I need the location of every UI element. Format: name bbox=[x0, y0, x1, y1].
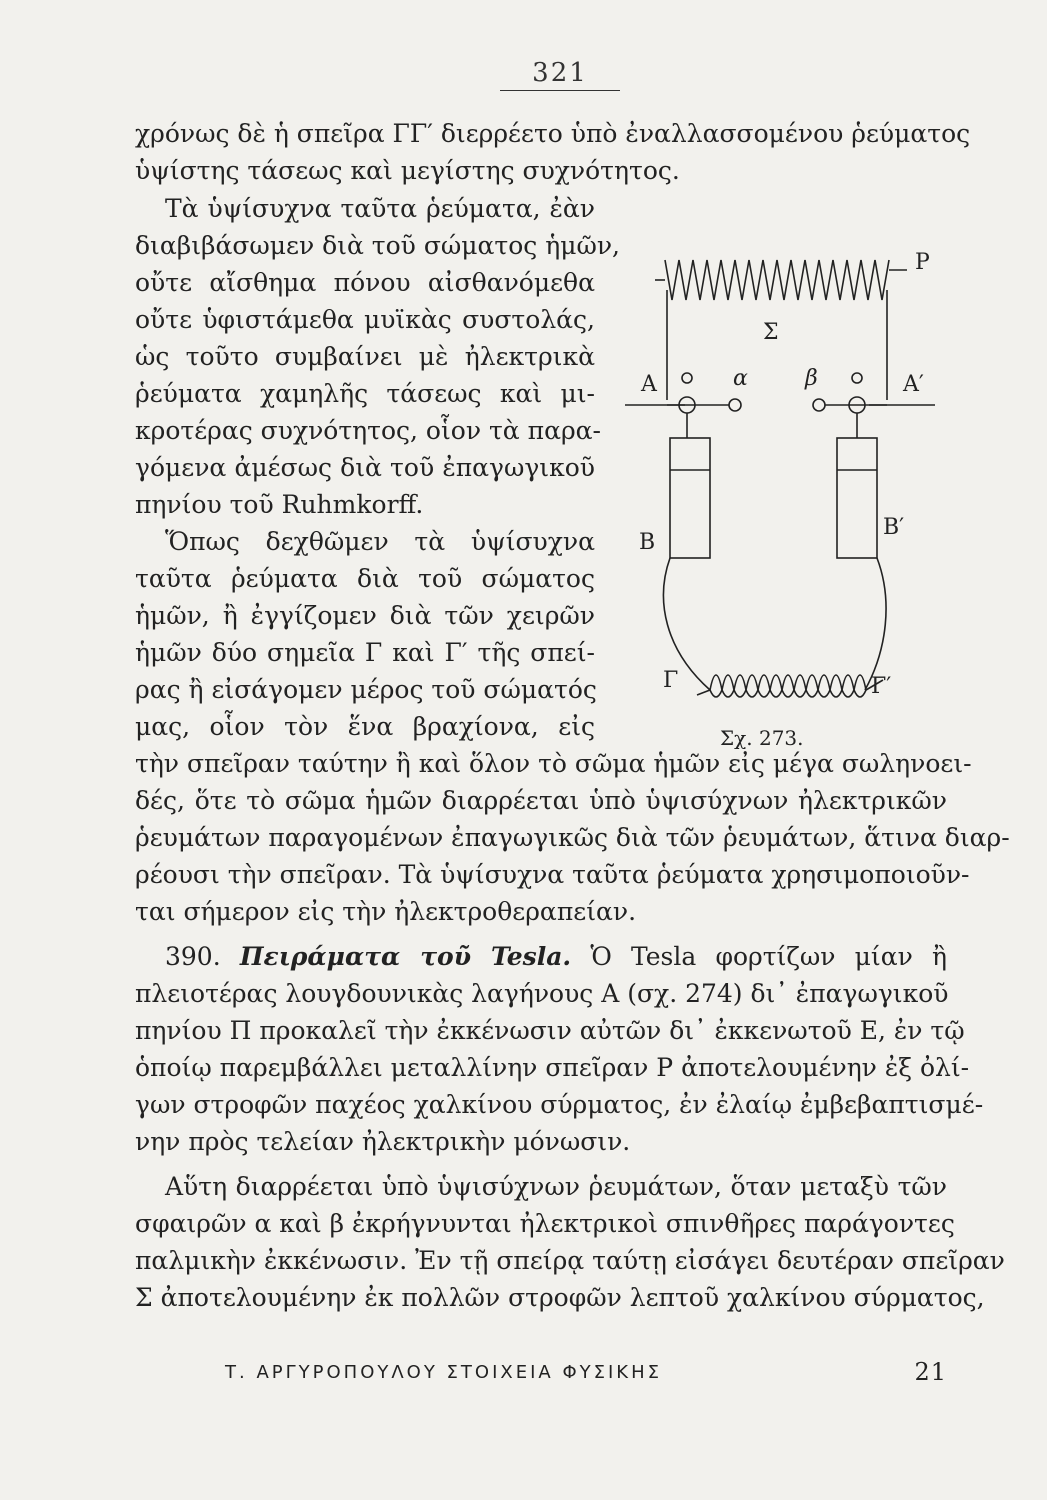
section-title: Πειράματα τοῦ Tesla. bbox=[239, 942, 572, 971]
text-line: πλειοτέρας λουγδουνικὰς λαγήνους Α (σχ. 274) δι᾽ ἐπαγωγικοῦ bbox=[135, 979, 949, 1008]
footer-text: Τ. ΑΡΓΥΡΟΠΟΥΛΟΥ ΣΤΟΙΧΕΙΑ ΦΥΣΙΚΗΣ bbox=[225, 1362, 662, 1383]
text-line: ἡμῶν δύο σημεῖα Γ καὶ Γ′ τῆς σπεί- bbox=[135, 638, 595, 667]
text-line: νην πρὸς τελείαν ἠλεκτρικὴν μόνωσιν. bbox=[135, 1127, 631, 1156]
label-beta: β bbox=[805, 366, 818, 391]
text-line: ρέουσι τὴν σπεῖραν. Τὰ ὑψίσυχνα ταῦτα ῥεύματα χρησιμοποιοῦν- bbox=[135, 860, 970, 889]
text-line: παλμικὴν ἐκκένωσιν. Ἐν τῇ σπείρᾳ ταύτῃ εἰσάγει δευτέραν σπεῖραν bbox=[135, 1246, 1005, 1275]
text-line: κροτέρας συχνότητος, οἷον τὰ παρα- bbox=[135, 416, 601, 445]
tesla-coil-diagram bbox=[625, 240, 945, 780]
text-line: διαβιβάσωμεν διὰ τοῦ σώματος ἡμῶν, bbox=[135, 231, 620, 260]
signature-number: 21 bbox=[914, 1358, 947, 1386]
text-line: πηνίου Π προκαλεῖ τὴν ἐκκένωσιν αὐτῶν δι᾽ ἐκκενωτοῦ Ε, ἐν τῷ bbox=[135, 1016, 965, 1045]
section-number: 390. bbox=[165, 942, 221, 971]
label-Gamma-prime: Γ′ bbox=[871, 674, 892, 699]
text-line: Τὰ ὑψίσυχνα ταῦτα ῥεύματα, ἐὰν bbox=[165, 194, 595, 223]
figure-caption: Σχ. 273. bbox=[720, 726, 804, 750]
label-Gamma: Γ bbox=[663, 668, 679, 693]
text-line: πηνίου τοῦ Ruhmkorff. bbox=[135, 490, 424, 519]
label-alpha: α bbox=[733, 366, 748, 391]
label-Sigma: Σ bbox=[763, 320, 779, 345]
label-B: B bbox=[639, 530, 656, 555]
text-line: γόμενα ἀμέσως διὰ τοῦ ἐπαγωγικοῦ bbox=[135, 453, 595, 482]
section-heading-line bbox=[135, 940, 947, 974]
label-A: A bbox=[641, 372, 657, 397]
text-line: ται σήμερον εἰς τὴν ἠλεκτροθεραπείαν. bbox=[135, 897, 637, 926]
figure-273 bbox=[625, 240, 945, 780]
text-line: ῥεύματα χαμηλῆς τάσεως καὶ μι- bbox=[135, 379, 595, 408]
label-P: P bbox=[915, 250, 930, 275]
text-line: ὑψίστης τάσεως καὶ μεγίστης συχνότητος. bbox=[135, 156, 680, 185]
page-number: 321 bbox=[500, 58, 620, 91]
footer bbox=[225, 1358, 947, 1386]
text-line: δές, ὅτε τὸ σῶμα ἡμῶν διαρρέεται ὑπὸ ὑψισύχνων ἠλεκτρικῶν bbox=[135, 786, 947, 815]
text-line: οὔτε ὑφιστάμεθα μυϊκὰς συστολάς, bbox=[135, 305, 595, 334]
label-B-prime: B′ bbox=[883, 515, 905, 540]
section-first-line: Ὁ Tesla φορτίζων μίαν ἢ bbox=[590, 942, 947, 971]
text-line: Ὅπως δεχθῶμεν τὰ ὑψίσυχνα bbox=[165, 527, 595, 556]
text-line: οὔτε αἴσθημα πόνου αἰσθανόμεθα bbox=[135, 268, 595, 297]
text-line: χρόνως δὲ ἡ σπεῖρα ΓΓ′ διερρέετο ὑπὸ ἐναλλασσομένου ῥεύματος bbox=[135, 119, 971, 148]
text-line: ἡμῶν, ἢ ἐγγίζομεν διὰ τῶν χειρῶν bbox=[135, 601, 595, 630]
text-line: Αὕτη διαρρέεται ὑπὸ ὑψισύχνων ῥευμάτων, ὅταν μεταξὺ τῶν bbox=[165, 1172, 947, 1201]
text-line: ρας ἢ εἰσάγομεν μέρος τοῦ σώματός bbox=[135, 675, 597, 704]
text-line: ὡς τοῦτο συμβαίνει μὲ ἠλεκτρικὰ bbox=[135, 342, 595, 371]
text-line: σφαιρῶν α καὶ β ἐκρήγνυνται ἠλεκτρικοὶ σπινθῆρες παράγοντες bbox=[135, 1209, 955, 1238]
text-line: γων στροφῶν παχέος χαλκίνου σύρματος, ἐν ἐλαίῳ ἐμβεβαπτισμέ- bbox=[135, 1090, 984, 1119]
text-line: τὴν σπεῖραν ταύτην ἢ καὶ ὅλον τὸ σῶμα ἡμῶν εἰς μέγα σωληνοει- bbox=[135, 749, 972, 778]
coil-P bbox=[665, 260, 889, 300]
text-line: Σ ἀποτελουμένην ἐκ πολλῶν στροφῶν λεπτοῦ χαλκίνου σύρματος, bbox=[135, 1283, 985, 1312]
text-line: ῥευμάτων παραγομένων ἐπαγωγικῶς διὰ τῶν ῥευμάτων, ἅτινα διαρ- bbox=[135, 823, 1010, 852]
text-line: ταῦτα ῥεύματα διὰ τοῦ σώματος bbox=[135, 564, 595, 593]
text-line: μας, οἷον τὸν ἕνα βραχίονα, εἰς bbox=[135, 712, 595, 741]
text-line: ὁποίῳ παρεμβάλλει μεταλλίνην σπεῖραν Ρ ἀποτελουμένην ἐξ ὀλί- bbox=[135, 1053, 970, 1082]
label-A-prime: A′ bbox=[903, 372, 924, 397]
